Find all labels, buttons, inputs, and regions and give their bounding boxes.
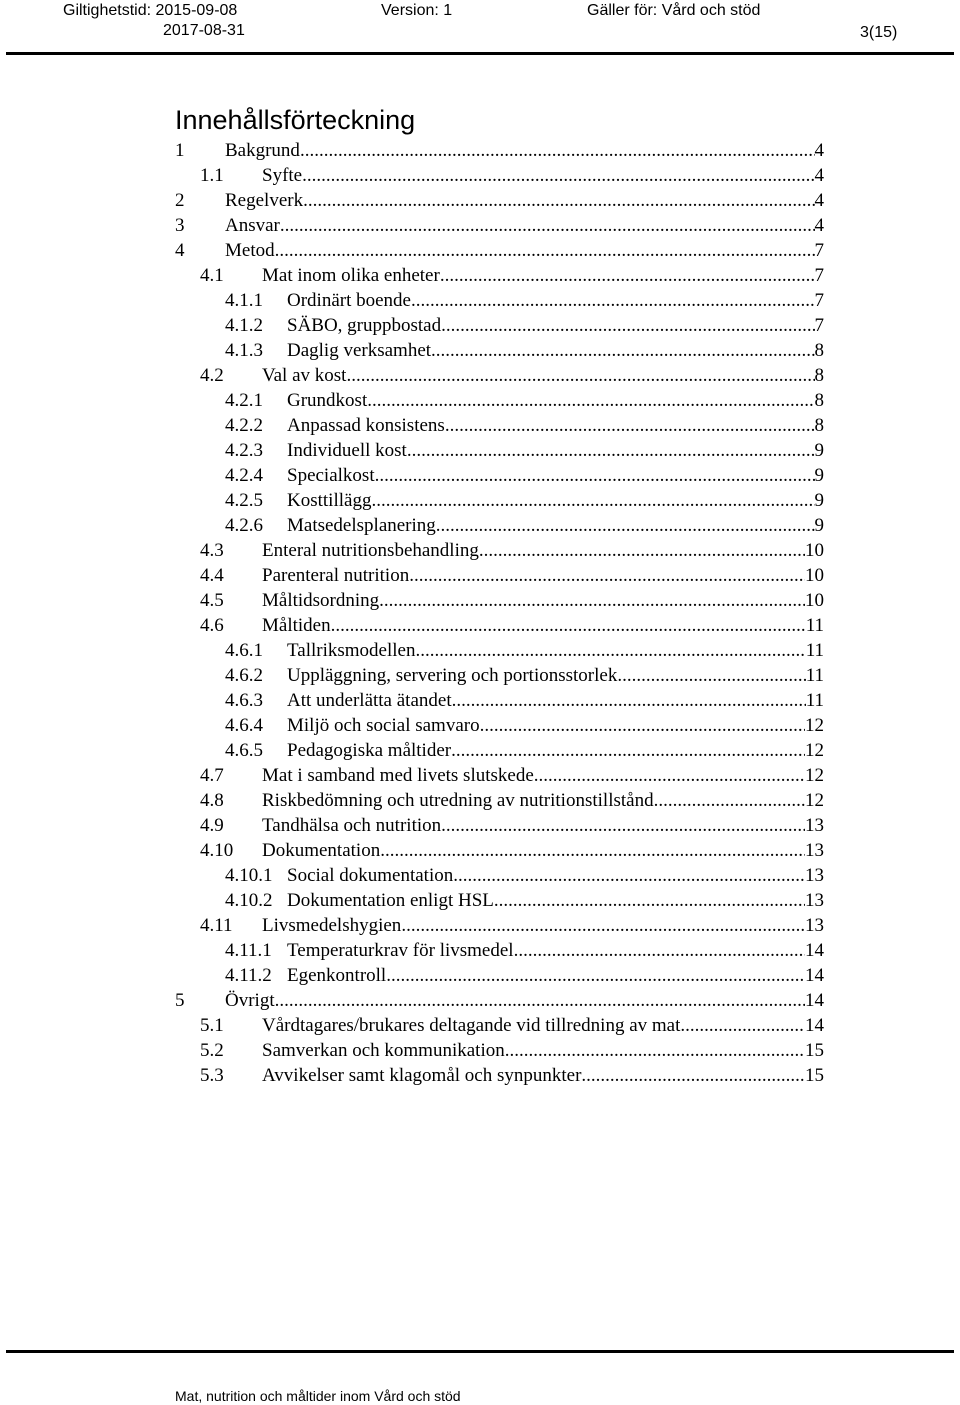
- toc-entry-body: [287, 413, 824, 438]
- toc-entry-page: 13: [805, 840, 824, 861]
- toc-entry-title: Måltiden: [262, 615, 331, 636]
- toc-entry-number: 4.2.6: [225, 515, 263, 536]
- toc-entry-page: 12: [805, 740, 824, 761]
- toc-entry-title: Anpassad konsistens: [287, 415, 445, 436]
- header-applies-to: Gäller för: Vård och stöd: [587, 2, 761, 19]
- toc-dot-leader: [331, 613, 806, 638]
- toc-entry-title: Tallriksmodellen: [287, 640, 416, 661]
- toc-dot-leader: [379, 588, 805, 613]
- toc-dot-leader: [280, 213, 815, 238]
- toc-entry[interactable]: [0, 988, 960, 1013]
- toc-entry-title: Social dokumentation: [287, 865, 454, 886]
- toc-entry[interactable]: [0, 713, 960, 738]
- toc-entry-body: [262, 263, 824, 288]
- toc-entry-page: 14: [805, 1015, 824, 1036]
- toc-entry-body: [287, 663, 824, 688]
- toc-dot-leader: [479, 538, 805, 563]
- toc-entry-body: [287, 288, 824, 313]
- header-rule: [6, 52, 954, 55]
- toc-entry-page: 11: [805, 640, 824, 661]
- toc-entry-number: 4.11.1: [225, 940, 272, 961]
- toc-entry[interactable]: [0, 1063, 960, 1088]
- toc-entry-number: 4.1.2: [225, 315, 263, 336]
- toc-entry-title: Kosttillägg: [287, 490, 372, 511]
- toc-dot-leader: [386, 963, 805, 988]
- toc-entry-body: [287, 513, 824, 538]
- toc-entry[interactable]: [0, 513, 960, 538]
- toc-entry-body: [287, 863, 824, 888]
- toc-entry-body: [262, 613, 824, 638]
- toc-dot-leader: [441, 813, 805, 838]
- toc-entry-title: Egenkontroll: [287, 965, 387, 986]
- toc-entry-body: [262, 913, 824, 938]
- toc-entry-number: 4.6.2: [225, 665, 263, 686]
- toc-entry-body: [287, 313, 824, 338]
- toc-entry-body: [225, 188, 824, 213]
- toc-entry-body: [287, 938, 824, 963]
- toc-entry[interactable]: [0, 888, 960, 913]
- toc-dot-leader: [409, 563, 805, 588]
- toc-entry-page: 15: [805, 1065, 824, 1086]
- header-version: Version: 1: [381, 2, 453, 19]
- toc-entry-number: 4.10.1: [225, 865, 273, 886]
- toc-entry-number: 4.9: [200, 815, 224, 836]
- toc-dot-leader: [431, 338, 814, 363]
- toc-entry-page: 4: [814, 215, 824, 236]
- toc-entry[interactable]: [0, 1038, 960, 1063]
- toc-entry[interactable]: [0, 763, 960, 788]
- toc-entry-number: 5.2: [200, 1040, 224, 1061]
- toc-entry-page: 12: [805, 790, 824, 811]
- toc-entry-title: Val av kost: [262, 365, 347, 386]
- toc-entry-title: Individuell kost: [287, 440, 407, 461]
- toc-entry-title: Miljö och social samvaro: [287, 715, 480, 736]
- toc-entry-page: 9: [814, 490, 824, 511]
- toc-entry[interactable]: [0, 563, 960, 588]
- toc-entry-page: 12: [805, 765, 824, 786]
- toc-entry-title: Mat i samband med livets slutskede: [262, 765, 534, 786]
- toc-entry-page: 7: [814, 315, 824, 336]
- toc-entry[interactable]: [0, 1013, 960, 1038]
- toc-entry-page: 15: [805, 1040, 824, 1061]
- toc-dot-leader: [302, 163, 814, 188]
- toc-entry-title: Avvikelser samt klagomål och synpunkter: [262, 1065, 582, 1086]
- toc-entry-body: [262, 813, 824, 838]
- toc-entry[interactable]: [0, 913, 960, 938]
- toc-entry-title: Att underlätta ätandet: [287, 690, 452, 711]
- toc-dot-leader: [680, 1013, 805, 1038]
- toc-entry-body: [262, 563, 824, 588]
- toc-dot-leader: [453, 863, 805, 888]
- toc-entry-number: 1: [175, 140, 185, 161]
- toc-entry[interactable]: [0, 588, 960, 613]
- toc-entry-body: [262, 163, 824, 188]
- toc-dot-leader: [445, 413, 815, 438]
- toc-entry-title: Metod: [225, 240, 275, 261]
- toc-entry-title: Regelverk: [225, 190, 304, 211]
- footer-rule: [6, 1350, 954, 1353]
- toc-entry-page: 13: [805, 915, 824, 936]
- toc-entry-number: 4.2: [200, 365, 224, 386]
- toc-entry-body: [287, 638, 824, 663]
- toc-entry[interactable]: [0, 138, 960, 163]
- toc-entry-number: 4.10.2: [225, 890, 273, 911]
- toc-entry-page: 13: [805, 890, 824, 911]
- toc-dot-leader: [451, 738, 805, 763]
- toc-entry-number: 5: [175, 990, 185, 1011]
- header-date: 2017-08-31: [163, 22, 245, 39]
- toc-entry-number: 2: [175, 190, 185, 211]
- toc-dot-leader: [411, 288, 815, 313]
- toc-dot-leader: [415, 638, 805, 663]
- toc-dot-leader: [440, 263, 815, 288]
- header-validity: Giltighetstid: 2015-09-08: [63, 2, 238, 19]
- toc-entry[interactable]: [0, 188, 960, 213]
- toc-entry-page: 9: [814, 465, 824, 486]
- toc-entry[interactable]: [0, 963, 960, 988]
- toc-entry-body: [287, 713, 824, 738]
- toc-entry-page: 11: [805, 615, 824, 636]
- toc-entry[interactable]: [0, 538, 960, 563]
- toc-entry-page: 7: [814, 290, 824, 311]
- toc-entry[interactable]: [0, 238, 960, 263]
- toc-dot-leader: [581, 1063, 805, 1088]
- toc-entry-body: [262, 763, 824, 788]
- footer-text: Mat, nutrition och måltider inom Vård och stöd: [175, 1388, 461, 1404]
- toc-entry-title: Mat inom olika enheter: [262, 265, 440, 286]
- toc-entry-page: 4: [814, 190, 824, 211]
- toc-entry-number: 3: [175, 215, 185, 236]
- toc-entry-body: [262, 363, 824, 388]
- toc-entry-number: 4.2.5: [225, 490, 263, 511]
- toc-dot-leader: [275, 988, 805, 1013]
- toc-entry-page: 8: [814, 415, 824, 436]
- toc-entry-number: 4.11: [200, 915, 233, 936]
- toc-entry[interactable]: [0, 313, 960, 338]
- toc-dot-leader: [514, 938, 805, 963]
- toc-entry-body: [287, 738, 824, 763]
- toc-dot-leader: [654, 788, 805, 813]
- toc-dot-leader: [401, 913, 805, 938]
- toc-entry-body: [225, 988, 824, 1013]
- toc-dot-leader: [617, 663, 805, 688]
- toc-entry-title: Måltidsordning: [262, 590, 380, 611]
- toc-dot-leader: [452, 688, 806, 713]
- toc-entry-title: Tandhälsa och nutrition: [262, 815, 442, 836]
- toc-dot-leader: [505, 1038, 805, 1063]
- toc-entry-page: 9: [814, 515, 824, 536]
- toc-entry-title: Bakgrund: [225, 140, 300, 161]
- toc-entry-title: Riskbedömning och utredning av nutritionstillstånd: [262, 790, 654, 811]
- toc-entry-page: 14: [805, 940, 824, 961]
- toc-entry-number: 4.1.1: [225, 290, 263, 311]
- toc-entry-title: Uppläggning, servering och portionsstorlek: [287, 665, 618, 686]
- toc-entry-number: 5.3: [200, 1065, 224, 1086]
- toc-entry-title: Ansvar: [225, 215, 280, 236]
- toc-entry-title: Specialkost: [287, 465, 375, 486]
- toc-entry[interactable]: [0, 638, 960, 663]
- toc-entry-number: 4.8: [200, 790, 224, 811]
- toc-entry-page: 4: [814, 140, 824, 161]
- toc-entry-title: Enteral nutritionsbehandling: [262, 540, 479, 561]
- toc-entry-body: [262, 788, 824, 813]
- toc-entry-number: 4.7: [200, 765, 224, 786]
- toc-dot-leader: [346, 363, 814, 388]
- toc-entry-body: [287, 963, 824, 988]
- toc-entry-number: 4.6.5: [225, 740, 263, 761]
- toc-entry-number: 4.4: [200, 565, 224, 586]
- toc-entry-title: Vårdtagares/brukares deltagande vid tillredning av mat: [262, 1015, 681, 1036]
- toc-entry-page: 8: [814, 390, 824, 411]
- toc-entry[interactable]: [0, 838, 960, 863]
- toc-entry[interactable]: [0, 463, 960, 488]
- toc-dot-leader: [480, 713, 805, 738]
- toc-entry-page: 10: [805, 590, 824, 611]
- toc-entry[interactable]: [0, 163, 960, 188]
- toc-entry-body: [225, 238, 824, 263]
- toc-entry-title: Övrigt: [225, 990, 275, 1011]
- toc-entry[interactable]: [0, 363, 960, 388]
- toc-entry[interactable]: [0, 788, 960, 813]
- toc-entry-page: 8: [814, 365, 824, 386]
- toc-entry-page: 11: [805, 690, 824, 711]
- toc-dot-leader: [303, 188, 814, 213]
- toc-entry-page: 7: [814, 240, 824, 261]
- toc-entry[interactable]: [0, 663, 960, 688]
- toc-entry-body: [287, 338, 824, 363]
- toc-entry-body: [287, 688, 824, 713]
- toc-entry-title: Dokumentation: [262, 840, 381, 861]
- toc-entry-number: 4.2.3: [225, 440, 263, 461]
- toc-entry-number: 4.3: [200, 540, 224, 561]
- toc-entry-page: 14: [805, 990, 824, 1011]
- toc-entry[interactable]: [0, 738, 960, 763]
- toc-entry-body: [287, 888, 824, 913]
- toc-entry-number: 4.1.3: [225, 340, 263, 361]
- toc-entry-number: 4.2.2: [225, 415, 263, 436]
- toc-entry-page: 8: [814, 340, 824, 361]
- toc-entry-title: Samverkan och kommunikation: [262, 1040, 505, 1061]
- toc-title: Innehållsförteckning: [175, 105, 416, 135]
- toc-entry-body: [262, 838, 824, 863]
- toc-entry-title: Ordinärt boende: [287, 290, 411, 311]
- toc-entry[interactable]: [0, 613, 960, 638]
- toc-dot-leader: [375, 463, 815, 488]
- toc-entry-title: Temperaturkrav för livsmedel: [287, 940, 514, 961]
- toc-entry[interactable]: [0, 488, 960, 513]
- toc-entry-number: 4.6: [200, 615, 224, 636]
- toc-entry-title: Syfte: [262, 165, 303, 186]
- toc-entry-page: 9: [814, 440, 824, 461]
- toc-entry[interactable]: [0, 438, 960, 463]
- toc-entry-number: 4.2.1: [225, 390, 263, 411]
- toc-entry-body: [262, 538, 824, 563]
- toc-entry-title: Daglig verksamhet: [287, 340, 432, 361]
- toc-entry-page: 4: [814, 165, 824, 186]
- toc-entry-title: Livsmedelshygien: [262, 915, 402, 936]
- toc-entry-body: [262, 1063, 824, 1088]
- toc-entry-body: [287, 488, 824, 513]
- toc-entry[interactable]: [0, 863, 960, 888]
- toc-entry-number: 4.6.3: [225, 690, 263, 711]
- toc-entry-title: SÄBO, gruppbostad: [287, 315, 442, 336]
- toc-dot-leader: [436, 513, 815, 538]
- toc-entry-number: 4: [175, 240, 185, 261]
- toc-entry-title: Matsedelsplanering: [287, 515, 436, 536]
- toc-entry-page: 7: [814, 265, 824, 286]
- toc-entry-body: [262, 1038, 824, 1063]
- toc-entry[interactable]: [0, 813, 960, 838]
- toc-dot-leader: [300, 138, 815, 163]
- toc-entry-number: 5.1: [200, 1015, 224, 1036]
- toc-entry-body: [262, 1013, 824, 1038]
- toc-entry-page: 12: [805, 715, 824, 736]
- toc-entry-title: Parenteral nutrition: [262, 565, 410, 586]
- toc-entry-title: Pedagogiska måltider: [287, 740, 452, 761]
- toc-entry-body: [225, 138, 824, 163]
- toc-dot-leader: [494, 888, 805, 913]
- toc-entry[interactable]: [0, 388, 960, 413]
- toc-dot-leader: [407, 438, 815, 463]
- toc-entry-page: 14: [805, 965, 824, 986]
- toc-entry-body: [287, 438, 824, 463]
- toc-entry-page: 13: [805, 815, 824, 836]
- header-page-number: 3(15): [860, 24, 898, 41]
- toc-entry[interactable]: [0, 263, 960, 288]
- toc-dot-leader: [371, 488, 814, 513]
- toc-dot-leader: [441, 313, 814, 338]
- toc-entry-number: 1.1: [200, 165, 224, 186]
- toc-dot-leader: [534, 763, 805, 788]
- toc-dot-leader: [275, 238, 815, 263]
- toc-entry-number: 4.10: [200, 840, 234, 861]
- toc-entry-number: 4.6.4: [225, 715, 263, 736]
- toc-entry[interactable]: [0, 213, 960, 238]
- toc-entry-page: 10: [805, 540, 824, 561]
- toc-entry-title: Grundkost: [287, 390, 368, 411]
- toc-entry-page: 11: [805, 665, 824, 686]
- toc-entry[interactable]: [0, 413, 960, 438]
- toc-entry-body: [262, 588, 824, 613]
- toc-entry-number: 4.5: [200, 590, 224, 611]
- toc-entry[interactable]: [0, 938, 960, 963]
- toc-entry[interactable]: [0, 288, 960, 313]
- toc-entry-number: 4.1: [200, 265, 224, 286]
- toc-entry[interactable]: [0, 688, 960, 713]
- toc-entry-body: [225, 213, 824, 238]
- toc-entry-number: 4.2.4: [225, 465, 263, 486]
- toc-entry[interactable]: [0, 338, 960, 363]
- toc-dot-leader: [367, 388, 814, 413]
- toc-entry-page: 10: [805, 565, 824, 586]
- toc-entry-body: [287, 388, 824, 413]
- toc-entry-number: 4.6.1: [225, 640, 263, 661]
- toc-entry-number: 4.11.2: [225, 965, 272, 986]
- toc-entry-page: 13: [805, 865, 824, 886]
- toc-entry-title: Dokumentation enligt HSL: [287, 890, 494, 911]
- toc-dot-leader: [380, 838, 805, 863]
- toc-entry-body: [287, 463, 824, 488]
